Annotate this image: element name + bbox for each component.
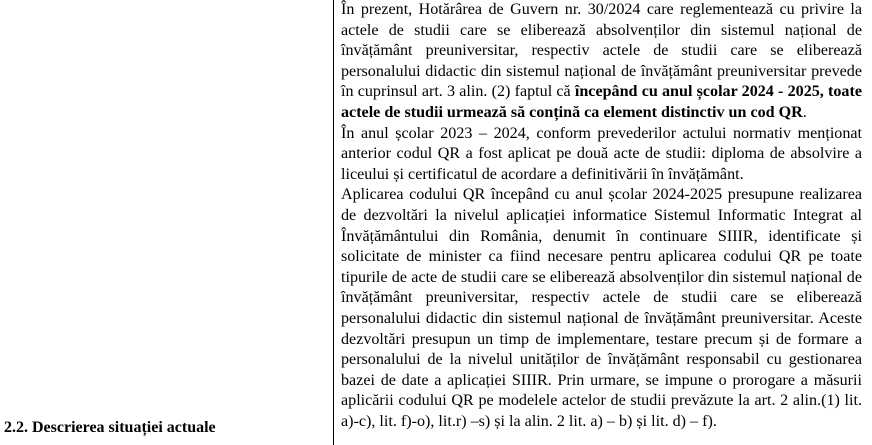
paragraph-2: În anul școlar 2023 – 2024, conform prevederilor actului normativ menționat anterior codul QR a fost aplicat pe două acte de studii: diploma de absolvire a liceului și certificatul de acordare a definitivării în învățământ. — [341, 124, 862, 183]
table-divider — [333, 0, 334, 445]
paragraph-1-end: . — [802, 103, 807, 121]
paragraph-1 — [341, 0, 862, 124]
paragraph-3: Aplicarea codului QR începând cu anul școlar 2024-2025 presupune realizarea de dezvoltări la nivelul aplicației informatice Sistemul Informatic Integrat al Învățământului din România, denumit în continuare SIIIR, identificate și solicitate de minister ca fiind necesare pentru aplicarea codului QR pe toate tipurile de acte de studii care se eliberează absolvenților din sistemul național de învățământ preuniversitar, respectiv actele de studii care se eliberează personalului didactic din sistemul național de învățământ preuniversitar. Aceste dezvoltări presupun un timp de implementare, testare precum și de formare a personalului de la nivelul unităților de învățământ responsabil cu gestionarea bazei de date a aplicației SIIIR. Prin urmare, se impune o prorogare a măsurii aplicării codului QR pe modelele actelor de studii prevăzute la art. 2 alin.(1) lit. a)-c), lit. f)-o), lit.r) –s) și la alin. 2 lit. a) – b) și lit. d) – f). — [341, 186, 862, 430]
paragraph-1-text: În prezent, Hotărârea de Guvern nr. 30/2024 care reglementează cu privire la actele de studii care se eliberează absolvenților din sistemul național de învățământ preuniversitar, respectiv actele de studii care se eliberează personalului didactic din sistemul național de învățământ preuniversitar prevede în cuprinsul art. 3 alin. (2) faptul că — [341, 1, 862, 101]
section-title: 2.2. Descrierea situației actuale — [4, 419, 216, 436]
paragraph-1-bold: începând cu anul școlar 2024 - 2025, toate actele de studii urmează să conțină ca element distinctiv un cod QR — [341, 83, 862, 121]
section-content-cell — [341, 0, 862, 445]
section-heading-cell — [0, 0, 333, 445]
